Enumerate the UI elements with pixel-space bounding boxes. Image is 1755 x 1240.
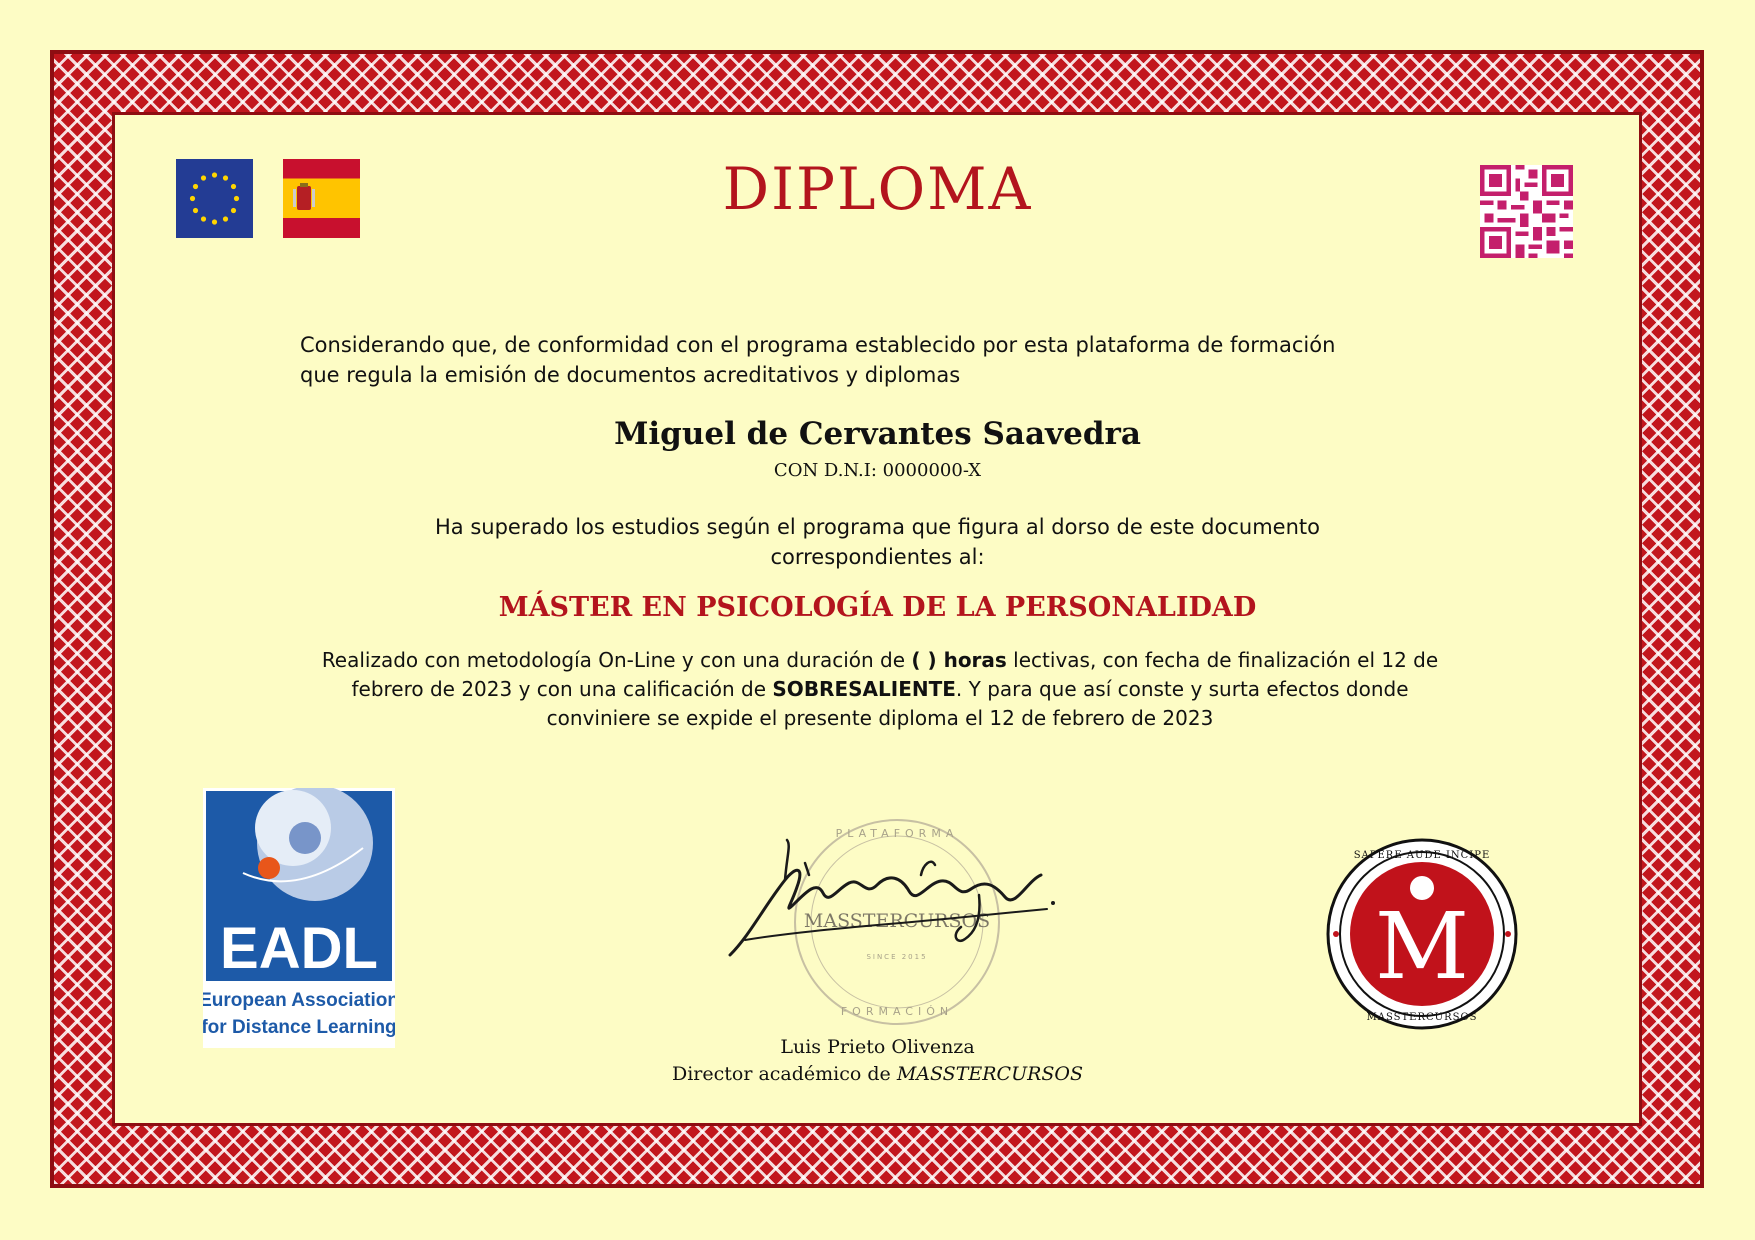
studies-line-1: Ha superado los estudios según el programa que figura al dorso de este documento — [435, 515, 1320, 539]
details-l1-a: Realizado con metodología On-Line y con una duración de — [321, 648, 912, 672]
signer-block — [0, 1034, 1755, 1088]
eadl-line-2: for Distance Learning — [203, 1017, 395, 1038]
qr-code-icon — [1480, 165, 1573, 258]
eadl-acronym: EADL — [220, 916, 378, 981]
details-l1-b: lectivas, con fecha de finalización el 12 de — [1006, 648, 1439, 672]
details-line-3: conviniere se expide el presente diploma el 12 de febrero de 2023 — [546, 706, 1214, 730]
details-l2-a: febrero de 2023 y con una calificación de — [351, 677, 773, 701]
details-l2-b: . Y para que así conste y surta efectos donde — [955, 677, 1409, 701]
details-line-1 — [230, 646, 1530, 675]
signer-role-org: MASSTERCURSOS — [896, 1063, 1084, 1085]
intro-text — [300, 330, 1500, 390]
studies-text — [0, 512, 1755, 572]
seal-bottom-text: FORMACIÓN — [840, 1005, 954, 1018]
grade-value: SOBRESALIENTE — [772, 677, 956, 701]
signer-role-prefix: Director académico de — [671, 1063, 897, 1085]
completion-details — [230, 646, 1530, 733]
intro-line-2: que regula la emisión de documentos acreditativos y diplomas — [300, 363, 961, 387]
diploma-title: DIPLOMA — [722, 155, 1033, 223]
recipient-name: Miguel de Cervantes Saavedra — [614, 416, 1141, 452]
seal-bottom: MASSTERCURSOS — [1366, 1012, 1478, 1023]
seal-since-text: SINCE 2015 — [866, 953, 928, 961]
signer-name: Luis Prieto Olivenza — [780, 1036, 975, 1058]
course-title: MÁSTER EN PSICOLOGÍA DE LA PERSONALIDAD — [498, 592, 1257, 623]
studies-line-2: correspondientes al: — [770, 545, 985, 569]
seal-name-text: MASSTERCURSOS — [803, 910, 991, 932]
signature-icon — [725, 835, 1065, 965]
hours-value: ( ) horas — [911, 648, 1007, 672]
details-line-2 — [230, 675, 1530, 704]
seal-letter: M — [1374, 893, 1470, 1000]
recipient-dni: CON D.N.I: 0000000-X — [773, 460, 982, 481]
intro-line-1: Considerando que, de conformidad con el programa establecido por esta plataforma de formación — [300, 333, 1336, 357]
masstercursos-seal — [1326, 838, 1518, 1030]
eadl-line-1: European Association — [203, 990, 395, 1011]
seal-motto: SAPERE AUDE INCIPE — [1353, 850, 1491, 861]
seal-top-text: PLATAFORMA — [835, 827, 959, 840]
signer-role — [0, 1061, 1755, 1088]
eadl-logo — [203, 788, 395, 1048]
